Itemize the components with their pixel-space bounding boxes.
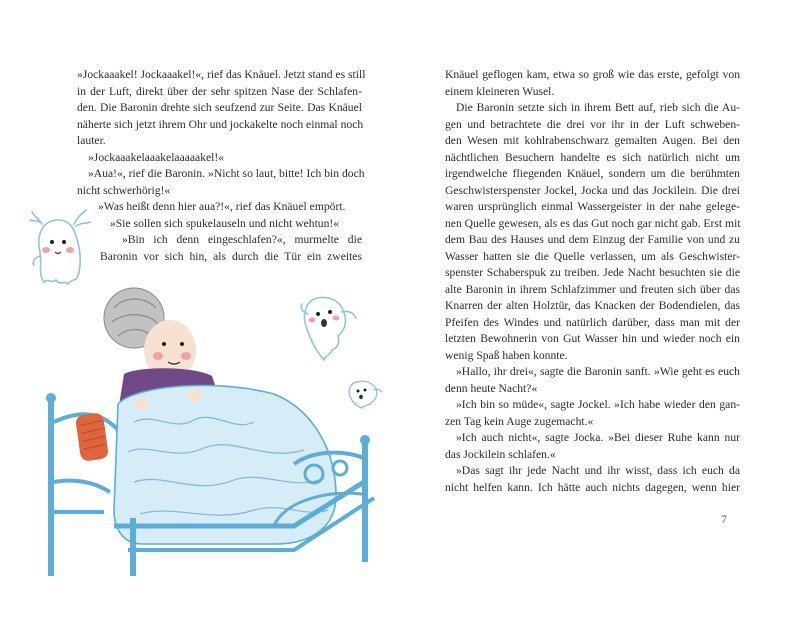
- text-line: den. Die Baronin drehte sich seufzend zur Seite. Das Knäuel: [77, 101, 362, 114]
- text-line: Knäuel geflogen kam, etwa so groß wie das erste, gefolgt von: [445, 68, 740, 81]
- text-line: »Ich bin so müde«, sagte Jockel. »Ich habe wieder den gan-: [456, 398, 740, 411]
- text-line: Baronin vor sich hin, als durch die Tür ein zweites: [100, 250, 362, 263]
- text-line: letzten Bewohnerin von Gut Wasser hin und wieder noch ein: [445, 332, 740, 345]
- text-line: Pfeifen des Windes und natürlich darüber, dass man mit der: [445, 316, 740, 329]
- text-line: irgendwelche fliegenden Knäuel, sondern um die berühmten: [445, 167, 740, 180]
- text-line: dem Bau des Hauses und dem Einzug der Familie von und zu: [445, 233, 740, 246]
- text-line: alte Baronin in ihrem Schlafzimmer und freuten sich über das: [445, 283, 740, 296]
- text-line: den Wesen mit kohlrabenschwarz gemalten Augen. Bei den: [445, 134, 740, 147]
- text-line: denn heute Nacht?«: [445, 382, 538, 395]
- text-line: lauter.: [77, 134, 106, 147]
- text-line: »Jockaaakel! Jockaaakel!«, rief das Knäuel. Jetzt stand es still: [77, 68, 366, 81]
- text-line: »Ich auch nicht«, sagte Jocka. »Bei dieser Ruhe kann nur: [456, 431, 740, 444]
- text-line: spenster Schaberspuk zu treiben. Jede Nacht besuchten sie die: [445, 266, 740, 279]
- text-line: nicht schwerhörig!«: [77, 184, 171, 197]
- text-line: zen Tag kein Auge zugemacht.«: [445, 415, 594, 428]
- text-line: »Das sagt ihr jede Nacht und ihr wisst, dass ich euch da: [456, 464, 740, 477]
- text-line: »Aua!«, rief die Baronin. »Nicht so laut, bitte! Ich bin doch: [88, 167, 365, 180]
- text-line: »Was heißt denn hier aua?!«, rief das Knäuel empört.: [98, 200, 346, 213]
- text-line: »Hallo, ihr drei«, sagte die Baronin sanft. »Wie geht es euch: [456, 365, 740, 378]
- text-line: »Bin ich denn eingeschlafen?«, murmelte die: [122, 233, 362, 246]
- text-line: in der Luft, direkt über der sehr spitzen Nase der Schlafen-: [77, 85, 362, 98]
- text-line: Wasser hatten sie die Quelle verlassen, um als Geschwister-: [445, 250, 740, 263]
- text-line: gen und betrachtete die drei vor ihr in der Luft schweben-: [445, 118, 740, 131]
- text-line: einem kleineren Wusel.: [445, 85, 555, 98]
- text-line: nen Quelle gewesen, als es das Gut noch gar nicht gab. Erst mit: [445, 217, 741, 230]
- baroness-in-bed-icon: [44, 282, 424, 578]
- ghost-jockel-icon: [28, 208, 94, 290]
- text-line: »Jockaaakelaaakelaaaaakel!«: [88, 151, 225, 164]
- text-line: Knarren der alten Holztür, das Knacken der Bodendielen, das: [445, 299, 740, 312]
- text-line: das Jockilein schlafen.«: [445, 448, 556, 461]
- text-line: »Sie sollen sich spukelauseln und nicht wehtun!«: [110, 217, 340, 230]
- text-line: waren ursprünglich einmal Wassergeister in der nahe gelege-: [445, 200, 740, 213]
- text-line: näherte sich jetzt ihrem Ohr und jockakelte noch einmal noch: [77, 118, 364, 131]
- text-line: nicht helfen kann. Ich hätte auch nichts dagegen, wenn hier: [445, 481, 740, 494]
- text-line: Geschwisterspenster Jockel, Jocka und das Jockilein. Die drei: [445, 184, 740, 197]
- text-line: nächtlichen Besuchern handelte es sich natürlich nicht um: [445, 151, 740, 164]
- page-number: 7: [721, 512, 727, 526]
- text-line: Die Baronin setzte sich in ihrem Bett auf, rieb sich die Au-: [456, 101, 740, 114]
- text-line: wenig Spaß haben konnte.: [445, 349, 568, 362]
